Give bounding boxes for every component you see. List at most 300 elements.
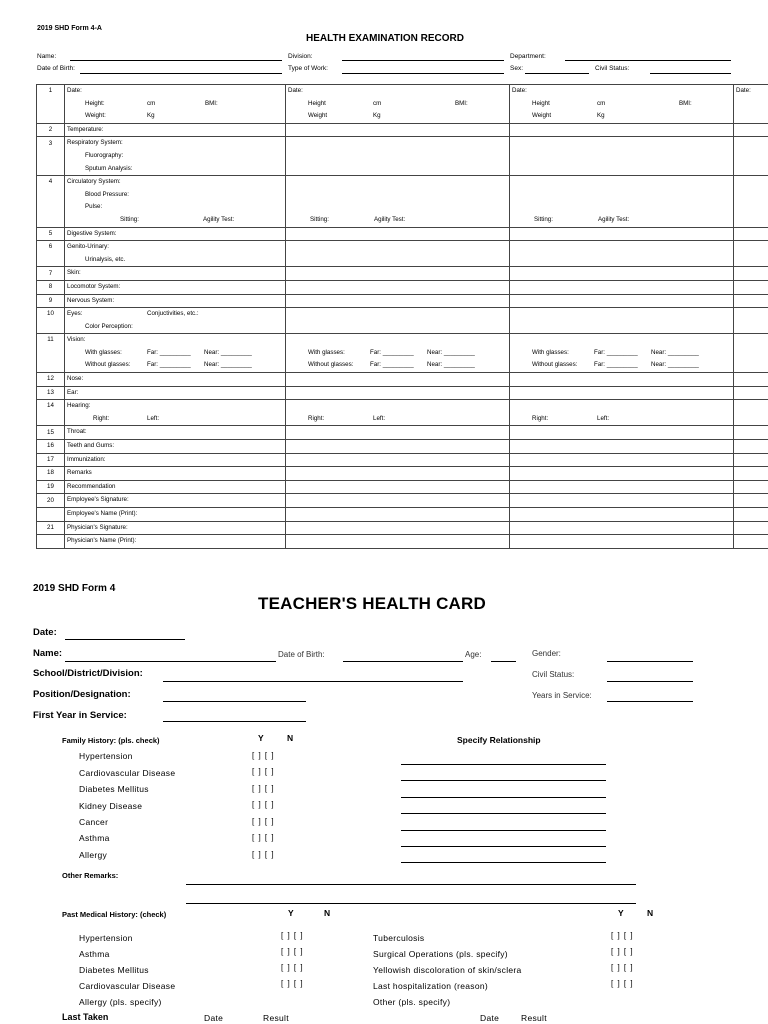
- table-row: 18 Remarks: [37, 467, 768, 481]
- bmi-label: BMI:: [455, 99, 468, 107]
- exam-cell[interactable]: [734, 453, 768, 467]
- type-of-work-field[interactable]: [342, 73, 504, 74]
- table-row: 9 Nervous System:: [37, 294, 768, 308]
- exam-cell[interactable]: [510, 535, 734, 549]
- exam-cell[interactable]: [510, 508, 734, 522]
- exam-cell[interactable]: [286, 453, 510, 467]
- exam-cell[interactable]: [286, 413, 510, 426]
- with-glasses-label: With glasses:: [85, 348, 122, 356]
- exam-cell[interactable]: [286, 189, 510, 202]
- table-row: 13 Ear:: [37, 386, 768, 400]
- sex-label: Sex:: [510, 65, 524, 72]
- family-item: Kidney Disease: [79, 801, 143, 811]
- past-checkbox[interactable]: [ ] [ ]: [281, 931, 304, 940]
- name-label: Name:: [33, 648, 63, 659]
- exam-cell[interactable]: [510, 413, 734, 426]
- age-field[interactable]: [491, 661, 516, 662]
- family-checkbox[interactable]: [ ] [ ]: [252, 800, 275, 809]
- exam-cell[interactable]: [510, 201, 734, 214]
- far-label: Far: _________: [594, 361, 638, 369]
- exam-cell[interactable]: [510, 373, 734, 387]
- exam-cell[interactable]: [510, 359, 734, 372]
- near-label: Near: _________: [427, 348, 475, 356]
- health-card-form-code: 2019 SHD Form 4: [33, 583, 116, 594]
- other-remarks-field[interactable]: [186, 884, 636, 885]
- exam-cell[interactable]: [286, 227, 510, 241]
- exam-cell[interactable]: [286, 386, 510, 400]
- civil-status-field[interactable]: [607, 681, 693, 682]
- date-label: Date:: [288, 87, 303, 94]
- exam-cell[interactable]: [286, 241, 510, 254]
- relationship-field[interactable]: [401, 797, 606, 798]
- respiratory-label: Respiratory System:: [67, 139, 123, 147]
- exam-cell[interactable]: [286, 508, 510, 522]
- relationship-field[interactable]: [401, 846, 606, 847]
- position-field[interactable]: [163, 701, 306, 702]
- school-field[interactable]: [163, 681, 463, 682]
- exam-cell[interactable]: [510, 440, 734, 454]
- table-row: 19 Recommendation: [37, 480, 768, 494]
- exam-cell[interactable]: [510, 294, 734, 308]
- cm-label: cm: [147, 99, 156, 107]
- vision-label: Vision:: [67, 336, 86, 344]
- exam-cell[interactable]: [734, 400, 768, 413]
- family-y-header: Y: [258, 733, 264, 743]
- exam-cell[interactable]: [286, 334, 510, 347]
- table-row: [37, 150, 768, 163]
- dob-field[interactable]: [343, 661, 463, 662]
- date-label: Date:: [33, 627, 57, 638]
- near-label: Near: _________: [651, 361, 699, 369]
- exam-cell[interactable]: [286, 321, 510, 334]
- health-card-title: TEACHER'S HEALTH CARD: [258, 594, 486, 613]
- physician-name-label: Physician's Name (Print):: [67, 537, 137, 545]
- exam-cell[interactable]: [734, 480, 768, 494]
- civil-status-label: Civil Status:: [532, 670, 575, 679]
- table-row: 15 Throat:: [37, 426, 768, 440]
- exam-cell[interactable]: [734, 440, 768, 454]
- table-row: [37, 359, 768, 372]
- table-row: [37, 508, 768, 522]
- exam-cell[interactable]: [510, 85, 734, 98]
- school-label: School/District/Division:: [33, 668, 143, 679]
- past-item: Tuberculosis: [373, 933, 425, 943]
- exam-cell[interactable]: [286, 400, 510, 413]
- department-field[interactable]: [565, 60, 731, 61]
- cm-label: cm: [597, 99, 606, 107]
- exam-cell[interactable]: [510, 214, 734, 227]
- exam-cell[interactable]: [734, 267, 768, 281]
- weight-label: Weight:: [85, 112, 106, 120]
- result-column-label: Result: [521, 1013, 547, 1023]
- employee-name-label: Employee's Name (Print):: [67, 510, 138, 517]
- exam-cell[interactable]: [734, 123, 768, 137]
- exam-cell[interactable]: [510, 480, 734, 494]
- family-checkbox[interactable]: [ ] [ ]: [252, 850, 275, 859]
- exam-cell[interactable]: [734, 294, 768, 308]
- date-label: Date:: [736, 87, 751, 94]
- past-history-heading: Past Medical History: (check): [62, 910, 167, 919]
- exam-cell[interactable]: [734, 280, 768, 294]
- dob-label: Date of Birth:: [37, 65, 75, 72]
- exam-cell[interactable]: [286, 137, 510, 150]
- past-item: Hypertension: [79, 933, 133, 943]
- table-row: [37, 413, 768, 426]
- date-field[interactable]: [65, 639, 185, 640]
- past-checkbox[interactable]: [ ] [ ]: [281, 947, 304, 956]
- exam-cell[interactable]: [510, 347, 734, 360]
- family-checkbox[interactable]: [ ] [ ]: [252, 784, 275, 793]
- past-n-header: N: [324, 908, 331, 918]
- department-label: Department:: [510, 53, 546, 60]
- family-checkbox[interactable]: [ ] [ ]: [252, 833, 275, 842]
- exam-cell[interactable]: [286, 347, 510, 360]
- exam-cell[interactable]: [734, 321, 768, 334]
- exam-cell[interactable]: [510, 467, 734, 481]
- table-row: [37, 201, 768, 214]
- item-number: 1: [37, 85, 65, 98]
- with-glasses-label: With glasses:: [532, 348, 569, 356]
- near-label: Near: _________: [204, 361, 252, 369]
- exam-cell[interactable]: [510, 494, 734, 508]
- exam-cell[interactable]: [734, 227, 768, 241]
- exam-cell[interactable]: [286, 280, 510, 294]
- past-item: Other (pls. specify): [373, 997, 451, 1007]
- ear-label: Ear:: [67, 388, 79, 396]
- family-item: Asthma: [79, 833, 110, 843]
- past-checkbox[interactable]: [ ] [ ]: [611, 979, 634, 988]
- far-label: Far: _________: [147, 361, 191, 369]
- exam-cell[interactable]: [734, 467, 768, 481]
- relationship-field[interactable]: [401, 813, 606, 814]
- exam-cell[interactable]: [734, 241, 768, 254]
- family-item: Diabetes Mellitus: [79, 784, 149, 794]
- exam-cell[interactable]: [734, 535, 768, 549]
- exam-cell[interactable]: [286, 110, 510, 123]
- exam-cell[interactable]: [734, 176, 768, 189]
- exam-cell[interactable]: [286, 494, 510, 508]
- exam-cell[interactable]: [734, 494, 768, 508]
- height-label: Height:: [85, 99, 105, 107]
- age-label: Age:: [465, 650, 482, 659]
- exam-cell[interactable]: [734, 426, 768, 440]
- exam-cell[interactable]: [734, 254, 768, 267]
- exam-cell[interactable]: [510, 241, 734, 254]
- exam-cell[interactable]: [286, 85, 510, 98]
- table-row: [37, 254, 768, 267]
- fluorography-label: Fluorography:: [85, 151, 124, 159]
- form-code: 2019 SHD Form 4-A: [37, 25, 102, 32]
- without-glasses-label: Without glasses:: [532, 361, 578, 369]
- past-y-header: Y: [618, 908, 624, 918]
- left-ear-label: Left:: [597, 414, 610, 422]
- type-of-work-label: Type of Work:: [288, 65, 328, 72]
- circulatory-label: Circulatory System:: [67, 178, 121, 186]
- exam-cell[interactable]: [286, 176, 510, 189]
- exam-cell[interactable]: [734, 508, 768, 522]
- division-label: Division:: [288, 53, 313, 60]
- exam-cell[interactable]: [286, 123, 510, 137]
- right-ear-label: Right:: [93, 414, 110, 422]
- table-row: [37, 214, 768, 227]
- agility-label: Agility Test:: [203, 215, 235, 223]
- name-label: Name:: [37, 53, 57, 60]
- blood-pressure-label: Blood Pressure:: [85, 190, 130, 198]
- exam-cell[interactable]: [286, 294, 510, 308]
- family-item: Allergy: [79, 850, 108, 860]
- exam-cell[interactable]: [510, 189, 734, 202]
- past-item: Surgical Operations (pls. specify): [373, 949, 508, 959]
- weight-label: Weight: [532, 112, 552, 120]
- without-glasses-label: Without glasses:: [308, 361, 354, 369]
- exam-cell[interactable]: [510, 321, 734, 334]
- remarks-label: Remarks: [67, 469, 92, 477]
- exam-cell[interactable]: [734, 373, 768, 387]
- date-label: Date:: [512, 87, 527, 94]
- table-row: [37, 98, 768, 111]
- far-label: Far: _________: [594, 348, 638, 356]
- first-year-label: First Year in Service:: [33, 710, 127, 721]
- family-checkbox[interactable]: [ ] [ ]: [252, 767, 275, 776]
- table-row: 20 Employee's Signature:: [37, 494, 768, 508]
- exam-cell[interactable]: [286, 535, 510, 549]
- far-label: Far: _________: [370, 361, 414, 369]
- past-item: Diabetes Mellitus: [79, 965, 149, 975]
- past-checkbox[interactable]: [ ] [ ]: [281, 963, 304, 972]
- position-label: Position/Designation:: [33, 689, 131, 700]
- past-y-header: Y: [288, 908, 294, 918]
- table-row: 6 Genito-Urinary:: [37, 241, 768, 254]
- exam-cell[interactable]: [286, 308, 510, 321]
- exam-cell[interactable]: [510, 386, 734, 400]
- physician-signature-label: Physician's Signature:: [67, 523, 128, 531]
- kg-label: Kg: [597, 112, 605, 120]
- division-field[interactable]: [342, 60, 504, 61]
- left-ear-label: Left:: [373, 414, 386, 422]
- exam-cell[interactable]: [510, 254, 734, 267]
- exam-cell[interactable]: [510, 163, 734, 176]
- name-field[interactable]: [65, 661, 276, 662]
- table-row: 5 Digestive System:: [37, 227, 768, 241]
- exam-cell[interactable]: [510, 98, 734, 111]
- exam-cell[interactable]: [734, 85, 768, 98]
- name-field[interactable]: [70, 60, 282, 61]
- sputum-label: Sputum Analysis:: [85, 164, 133, 172]
- page-title: HEALTH EXAMINATION RECORD: [306, 33, 464, 44]
- near-label: Near: _________: [204, 348, 252, 356]
- past-item: Last hospitalization (reason): [373, 981, 489, 991]
- table-row: 10 Eyes: Conjuctivities, etc.:: [37, 308, 768, 321]
- dob-field[interactable]: [80, 73, 282, 74]
- table-row: [37, 163, 768, 176]
- exam-cell[interactable]: [734, 521, 768, 535]
- exam-cell[interactable]: [510, 110, 734, 123]
- table-row: 12 Nose:: [37, 373, 768, 387]
- bmi-label: BMI:: [679, 99, 692, 107]
- exam-cell[interactable]: [286, 440, 510, 454]
- with-glasses-label: With glasses:: [308, 348, 345, 356]
- table-row: 21 Physician's Signature:: [37, 521, 768, 535]
- first-year-field[interactable]: [163, 721, 306, 722]
- family-item: Cancer: [79, 817, 109, 827]
- exam-cell[interactable]: [734, 189, 768, 202]
- nervous-label: Nervous System:: [67, 296, 115, 304]
- recommendation-label: Recommendation: [67, 482, 116, 490]
- exam-cell[interactable]: [286, 98, 510, 111]
- table-row: [37, 347, 768, 360]
- table-row: [37, 189, 768, 202]
- eyes-label: Eyes:: [67, 310, 83, 318]
- exam-cell[interactable]: [510, 137, 734, 150]
- exam-cell[interactable]: [286, 359, 510, 372]
- exam-cell[interactable]: [286, 467, 510, 481]
- exam-cell[interactable]: [734, 137, 768, 150]
- left-ear-label: Left:: [147, 414, 160, 422]
- gender-field[interactable]: [607, 661, 693, 662]
- past-checkbox[interactable]: [ ] [ ]: [611, 947, 634, 956]
- exam-cell[interactable]: [510, 400, 734, 413]
- date-column-label: Date: [204, 1013, 224, 1023]
- civil-status-label: Civil Status:: [595, 65, 630, 72]
- exam-cell[interactable]: [510, 150, 734, 163]
- gender-label: Gender:: [532, 649, 561, 658]
- table-row: [37, 85, 768, 98]
- throat-label: Throat:: [67, 428, 87, 436]
- past-checkbox[interactable]: [ ] [ ]: [611, 963, 634, 972]
- exam-cell[interactable]: [734, 150, 768, 163]
- exam-cell[interactable]: [286, 201, 510, 214]
- color-perception-label: Color Perception:: [85, 322, 133, 330]
- table-row: [37, 110, 768, 123]
- exam-cell[interactable]: [510, 426, 734, 440]
- exam-cell[interactable]: [286, 426, 510, 440]
- family-history-heading: Family History: (pls. check): [62, 736, 160, 745]
- cm-label: cm: [373, 99, 382, 107]
- exam-cell[interactable]: [286, 214, 510, 227]
- teeth-label: Teeth and Gums:: [67, 442, 115, 450]
- kg-label: Kg: [373, 112, 381, 120]
- sex-field[interactable]: [525, 73, 589, 74]
- exam-cell[interactable]: [510, 123, 734, 137]
- far-label: Far: _________: [370, 348, 414, 356]
- temperature-label: Temperature:: [67, 125, 104, 133]
- hearing-label: Hearing:: [67, 402, 91, 410]
- without-glasses-label: Without glasses:: [85, 361, 131, 369]
- digestive-label: Digestive System:: [67, 229, 117, 237]
- immunization-label: Immunization:: [67, 455, 106, 463]
- employee-signature-label: Employee's Signature:: [67, 496, 129, 504]
- exam-cell[interactable]: [286, 480, 510, 494]
- years-service-field[interactable]: [607, 701, 693, 702]
- exam-cell[interactable]: [510, 453, 734, 467]
- near-label: Near: _________: [427, 361, 475, 369]
- specify-relationship-heading: Specify Relationship: [457, 735, 541, 745]
- exam-cell[interactable]: [734, 308, 768, 321]
- exam-cell[interactable]: [286, 163, 510, 176]
- agility-label: Agility Test:: [374, 215, 406, 223]
- family-checkbox[interactable]: [ ] [ ]: [252, 817, 275, 826]
- exam-cell[interactable]: [734, 201, 768, 214]
- past-item: Allergy (pls. specify): [79, 997, 162, 1007]
- exam-cell[interactable]: [286, 267, 510, 281]
- years-service-label: Years in Service:: [532, 691, 592, 700]
- exam-table: [36, 84, 768, 549]
- dob-label: Date of Birth:: [278, 650, 325, 659]
- past-checkbox[interactable]: [ ] [ ]: [281, 979, 304, 988]
- past-item: Yellowish discoloration of skin/sclera: [373, 965, 522, 975]
- height-label: Height: [308, 99, 326, 107]
- far-label: Far: _________: [147, 348, 191, 356]
- other-remarks-field[interactable]: [186, 903, 636, 904]
- nose-label: Nose:: [67, 375, 84, 383]
- table-row: [37, 535, 768, 549]
- urinalysis-label: Urinalysis, etc.: [85, 255, 126, 263]
- exam-cell[interactable]: [734, 163, 768, 176]
- agility-label: Agility Test:: [598, 215, 630, 223]
- exam-cell[interactable]: [734, 334, 768, 347]
- family-n-header: N: [287, 733, 294, 743]
- sitting-label: Sitting:: [120, 215, 139, 223]
- exam-cell[interactable]: [510, 267, 734, 281]
- table-row: 8 Locomotor System:: [37, 280, 768, 294]
- family-checkbox[interactable]: [ ] [ ]: [252, 751, 275, 760]
- exam-cell[interactable]: [510, 521, 734, 535]
- result-column-label: Result: [263, 1013, 289, 1023]
- exam-cell[interactable]: [286, 521, 510, 535]
- date-column-label: Date: [480, 1013, 500, 1023]
- sitting-label: Sitting:: [310, 215, 329, 223]
- past-item: Cardiovascular Disease: [79, 981, 176, 991]
- civil-status-field[interactable]: [650, 73, 731, 74]
- relationship-field[interactable]: [401, 780, 606, 781]
- table-row: 16 Teeth and Gums:: [37, 440, 768, 454]
- family-item: Hypertension: [79, 751, 133, 761]
- past-checkbox[interactable]: [ ] [ ]: [611, 931, 634, 940]
- height-label: Height: [532, 99, 550, 107]
- table-row: 4 Circulatory System:: [37, 176, 768, 189]
- exam-cell[interactable]: [286, 254, 510, 267]
- locomotor-label: Locomotor System:: [67, 282, 121, 290]
- genito-label: Genito-Urinary:: [67, 243, 109, 251]
- exam-cell[interactable]: [286, 373, 510, 387]
- exam-cell[interactable]: [510, 176, 734, 189]
- right-ear-label: Right:: [308, 414, 325, 422]
- exam-cell[interactable]: [510, 308, 734, 321]
- pulse-label: Pulse:: [85, 203, 103, 211]
- table-row: 7 Skin:: [37, 267, 768, 281]
- relationship-field[interactable]: [401, 862, 606, 863]
- table-row: [37, 321, 768, 334]
- relationship-field[interactable]: [401, 764, 606, 765]
- other-remarks-label: Other Remarks:: [62, 871, 119, 880]
- exam-cell[interactable]: [286, 150, 510, 163]
- table-row: 11 Vision:: [37, 334, 768, 347]
- skin-label: Skin:: [67, 269, 81, 277]
- table-row: 2 Temperature:: [37, 123, 768, 137]
- table-row: 17 Immunization:: [37, 453, 768, 467]
- exam-cell[interactable]: [510, 227, 734, 241]
- exam-cell[interactable]: [510, 280, 734, 294]
- past-item: Asthma: [79, 949, 110, 959]
- exam-cell[interactable]: [734, 386, 768, 400]
- exam-cell[interactable]: [510, 334, 734, 347]
- relationship-field[interactable]: [401, 830, 606, 831]
- family-item: Cardiovascular Disease: [79, 768, 176, 778]
- weight-label: Weight: [308, 112, 328, 120]
- past-n-header: N: [647, 908, 654, 918]
- conjunctivities-label: Conjuctivities, etc.:: [147, 310, 199, 318]
- table-row: 14 Hearing:: [37, 400, 768, 413]
